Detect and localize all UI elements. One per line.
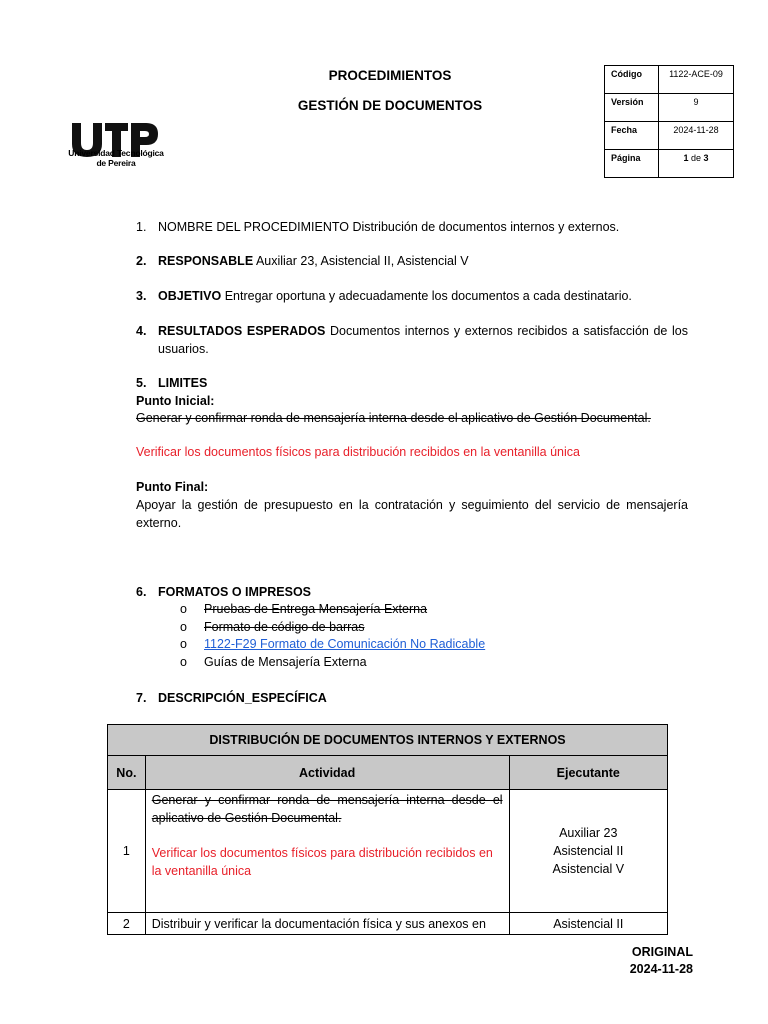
meta-row-codigo <box>605 66 734 94</box>
list-item <box>180 636 485 654</box>
meta-row-version <box>605 94 734 122</box>
table-row <box>108 790 668 913</box>
footer <box>630 944 693 978</box>
doc-title-gestion: GESTIÓN DE DOCUMENTOS <box>297 98 483 113</box>
meta-key: Código <box>605 66 659 94</box>
list-item-text: Guías de Mensajería Externa <box>204 654 367 669</box>
section-objetivo <box>136 287 688 305</box>
meta-key: Versión <box>605 94 659 122</box>
section-number: 1. <box>136 220 147 234</box>
section-label: DESCRIPCIÓN_ESPECÍFICA <box>158 691 327 705</box>
executor-name: Asistencial II <box>553 844 624 858</box>
table-title-row <box>108 725 668 756</box>
section-label: RESPONSABLE <box>158 254 254 268</box>
bullet-marker: o <box>180 602 187 616</box>
section-number: 2. <box>136 254 147 268</box>
table-header-row <box>108 756 668 790</box>
section-resultados <box>136 322 688 358</box>
punto-final-label: Punto Final: <box>136 480 209 494</box>
section-label: OBJETIVO <box>158 289 222 303</box>
table-title: DISTRIBUCIÓN DE DOCUMENTOS INTERNOS Y EXTERNOS <box>108 725 668 756</box>
footer-original-label: ORIGINAL <box>631 945 693 959</box>
distribution-table <box>107 724 668 935</box>
section-nombre <box>136 218 688 236</box>
col-header-no: No. <box>108 756 146 790</box>
row-number: 1 <box>108 790 146 913</box>
meta-value: 1122-ACE-09 <box>659 66 734 94</box>
meta-value: 9 <box>659 94 734 122</box>
section-number: 3. <box>136 289 147 303</box>
section-limites-heading <box>136 374 688 392</box>
section-label: FORMATOS O IMPRESOS <box>158 585 312 599</box>
row-activity <box>145 790 509 913</box>
section-number: 5. <box>136 376 147 390</box>
document-meta-table <box>604 65 734 178</box>
section-label: RESULTADOS ESPERADOS <box>158 324 326 338</box>
executor-name: Asistencial V <box>552 862 625 876</box>
section-responsable <box>136 252 688 270</box>
section-text: Auxiliar 23, Asistencial II, Asistencial V <box>253 254 469 268</box>
section-text: Documentos internos y externos recibidos a satisfacción de los usuarios. <box>158 324 688 356</box>
list-item <box>180 601 485 619</box>
meta-row-fecha <box>605 122 734 150</box>
bullet-marker: o <box>180 637 187 651</box>
punto-inicial-struck-text: Generar y confirmar ronda de mensajería interna desde el aplicativo de Gestión Documental. <box>136 411 651 425</box>
logo-caption <box>66 148 166 168</box>
table-row <box>108 913 668 935</box>
list-item <box>180 619 485 637</box>
page-of: de <box>690 153 701 163</box>
logo-caption-line1: Universidad Tecnológica <box>68 148 164 158</box>
section-text: Entregar oportuna y adecuadamente los documentos a cada destinatario. <box>221 289 632 303</box>
activity-struck-text: Generar y confirmar ronda de mensajería interna desde el aplicativo de Gestión Documental. <box>151 793 503 825</box>
doc-title-procedimientos: PROCEDIMIENTOS <box>328 68 452 83</box>
executor-name: Auxiliar 23 <box>559 826 618 840</box>
section-number: 7. <box>136 691 147 705</box>
row-executor: Asistencial II <box>509 913 667 935</box>
section-label: LIMITES <box>158 376 208 390</box>
page-total: 3 <box>703 153 709 163</box>
meta-value-page <box>659 150 734 178</box>
section-formatos-heading <box>136 583 688 601</box>
punto-final-text: Apoyar la gestión de presupuesto en la contratación y seguimiento del servicio de mensajería externo. <box>136 498 688 530</box>
list-item-text: Pruebas de Entrega Mensajería Externa <box>204 602 428 616</box>
page-current: 1 <box>683 153 689 163</box>
meta-row-pagina <box>605 150 734 178</box>
section-number: 4. <box>136 324 147 338</box>
formato-link[interactable]: 1122-F29 Formato de Comunicación No Radicable <box>204 637 486 651</box>
row-number: 2 <box>108 913 146 935</box>
meta-key: Página <box>605 150 659 178</box>
punto-inicial-new-text: Verificar los documentos físicos para distribución recibidos en la ventanilla única <box>136 445 580 459</box>
section-number: 6. <box>136 585 147 599</box>
list-item <box>180 654 485 672</box>
row-executor <box>509 790 667 913</box>
logo-caption-line2: de Pereira <box>96 158 136 168</box>
activity-new-text: Verificar los documentos físicos para distribución recibidos en la ventanilla única <box>151 846 493 878</box>
section-label: NOMBRE DEL PROCEDIMIENTO <box>158 220 349 234</box>
bullet-marker: o <box>180 619 187 634</box>
section-descripcion-heading <box>136 689 688 707</box>
row-activity: Distribuir y verificar la documentación física y sus anexos en <box>145 913 509 935</box>
footer-date: 2024-11-28 <box>629 962 693 976</box>
list-item-text: Formato de código de barras <box>204 619 365 634</box>
col-header-actividad: Actividad <box>145 756 509 790</box>
section-text: Distribución de documentos internos y externos. <box>349 220 620 234</box>
meta-value: 2024-11-28 <box>659 122 734 150</box>
punto-inicial-label: Punto Inicial: <box>136 394 215 408</box>
col-header-ejecutante: Ejecutante <box>509 756 667 790</box>
formatos-list <box>180 601 485 671</box>
bullet-marker: o <box>180 654 187 669</box>
meta-key: Fecha <box>605 122 659 150</box>
